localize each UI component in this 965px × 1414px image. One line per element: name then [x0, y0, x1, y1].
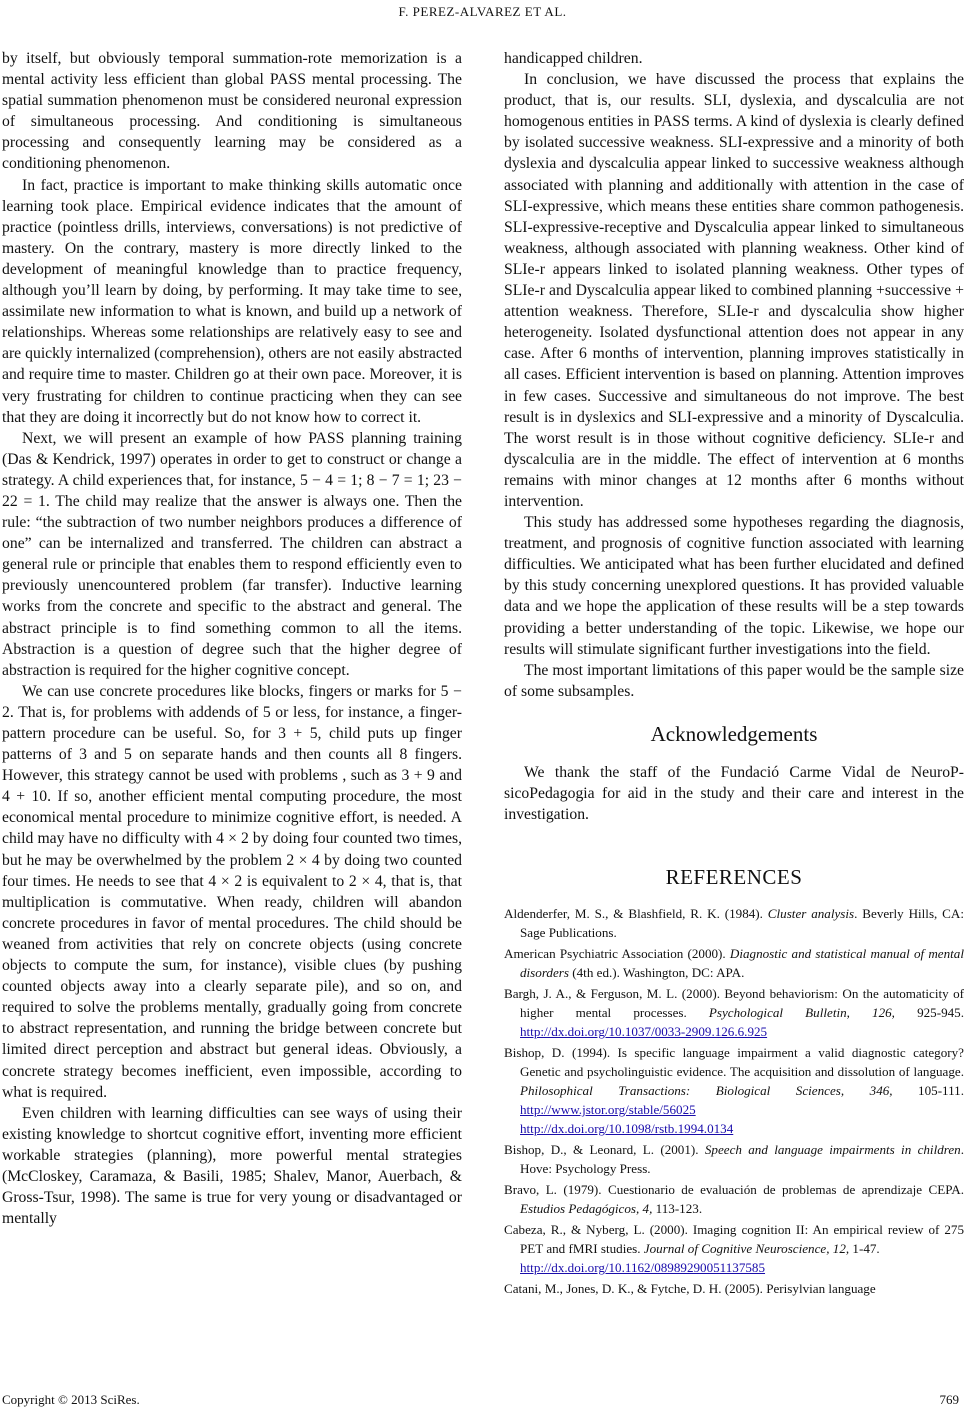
reference-entry: Aldenderfer, M. S., & Blashfield, R. K. (1984). Cluster analysis. Beverly Hills, CA: Sage Publications. — [504, 906, 964, 941]
reference-entry: Bargh, J. A., & Ferguson, M. L. (2000). Beyond behaviorism: On the automaticity of higher mental processes. Psychological Bulletin, 126, 925-945. http://dx.doi.org/10.1037/0033-2909.126.6.925 — [504, 986, 964, 1040]
right-column — [504, 48, 964, 1300]
running-head: F. PEREZ-ALVAREZ ET AL. — [398, 4, 567, 19]
body-paragraph: In fact, practice is important to make thinking skills automatic once learning took place. Empirical evidence indicates that the amount of practice (pointless drills, interviews, conversations) is not predictive of mastery. On the contrary, mastery is more directly linked to the development of meaningful knowledge than to practice frequency, although you’ll learn by doing, by performing. It may take time to see, assimilate new information to what is known, and build up a network of relationships. Whereas some relationships are relatively easy to see and are quickly internalized (comprehension), others are not easily abstracted and require time to master. Children go at their own pace. Moreover, it is very frustrating for children to continue practicing when they can see that they are doing it incorrectly but do not know how to correct it. — [2, 176, 462, 426]
body-paragraph: The most important limitations of this paper would be the sample size of some subsamples. — [504, 661, 964, 700]
body-paragraph: This study has addressed some hypotheses regarding the diagnosis, treatment, and prognosis of cognitive function associated with learning difficulties. We anticipated what has been further elucidated and defined by this study concerning unexplored questions. It has provided valuable data and we hope the application of these results will be a step towards providing a better understanding of the topic. Likewise, we hope our results will stimulate significant further investigations into the field. — [504, 514, 964, 658]
acknowledgements-paragraph: We thank the staff of the Fundació Carme Vidal de NeuroPsicoPedagogia for aid in the study and their care and interest in the investigation. — [504, 763, 964, 824]
left-column — [2, 48, 462, 1229]
reference-entry: Catani, M., Jones, D. K., & Fytche, D. H. (2005). Perisylvian language — [504, 1281, 876, 1297]
copyright-notice: Copyright © 2013 SciRes. — [2, 1392, 140, 1407]
reference-entry: American Psychiatric Association (2000). Diagnostic and statistical manual of mental disorders (4th ed.). Washington, DC: APA. — [504, 946, 964, 981]
body-paragraph: Next, we will present an example of how PASS planning training (Das & Kendrick, 1997) operates in order to get to construct or change a strategy. A child experiences that, for instance, 5 − 4 = 1; 8 − 7 = 1; 23 − 22 = 1. The child may realize that the answer is always one. Then the rule: “the subtraction of two number neighbors produces a difference of one” can be internalized and transferred. The children can abstract a general rule or principle that enables them to respond efficiently even to previously unencountered problem (far transfer). Inductive learning works from the concrete and specific to the abstract and general. The abstract principle is to find something common to all the items. Abstraction is a question of degree such that the higher degree of abstraction is required for the higher cognitive concept. — [2, 429, 462, 679]
page-number: 769 — [939, 1392, 959, 1407]
reference-entry: Bravo, L. (1979). Cuestionario de evaluación de problemas de aprendizaje CEPA. Estudios Pedagógicos, 4, 113-123. — [504, 1182, 964, 1217]
body-paragraph: We can use concrete procedures like blocks, fingers or marks for 5 − 2. That is, for problems with addends of 5 or less, for instance, a finger-pattern procedure can be useful. So, for 3 + 5, child puts up finger patterns of 3 and 5 on separate hands and then counts all 8 fingers. However, this strategy cannot be used with problems , such as 3 + 9 and 4 + 10. If so, another efficient mental computing procedure, the most economical mental procedure to minimize cognitive effort, is needed. A child may have no difficulty with 4 × 2 by doing four counted two times, but he may be overwhelmed by the problem 2 × 4 by doing two counted four times. He needs to see that 4 × 2 is equivalent to 2 × 4, that is, that multiplication is commutative. When ready, children will abandon concrete procedures in favor of mental procedures. The child should be weaned from activities that rely on concrete objects (using concrete objects to compute the sum, for instance), visible clues (by pushing counted objects away into a clearly separate pile), and so on, and required to solve the problems mentally, gradually going from concrete to abstract representation, and running the bridge between concrete but limited direct perception and abstract but general ideas. Obviously, a concrete strategy becomes inefficient, even impossible, according to what is required. — [2, 682, 462, 1101]
body-paragraph: by itself, but obviously temporal summation-rote memorization is a mental activity less efficient than global PASS mental processing. The spatial summation phenomenon must be considered neuronal expression of simultaneous processing. And conditioning is simultaneous processing and consequently learning may be considered as a conditioning phenomenon. — [2, 50, 462, 173]
references-heading: REFERENCES — [665, 865, 803, 890]
reference-list — [504, 904, 964, 1298]
body-paragraph: Even children with learning difficulties can see ways of using their existing knowledge to shortcut cognitive effort, inventing more efficient workable strategies (planning), more powerful mental strategies (McCloskey, Caramaza, & Basili, 1985; Shalev, Manor, Auerbach, & Gross-Tsur, 1998). The same is true for very young or disadvantaged or mentally — [2, 1104, 462, 1228]
body-paragraph: In conclusion, we have discussed the process that explains the product, that is, our results. SLI, dyslexia, and dyscalculia are not homogenous entities in PASS terms. A kind of dyslexia is clearly defined by isolated successive weakness. SLI-expressive and a minority of both dyslexia and dyscalculia appear linked to successive weakness although associated with planning and additionally with attention in the case of SLI-expressive, which means these entities share common pathogenesis. SLI-expressive-receptive and Dyscalculia appear linked to simultaneous weakness, although associated with planning weakness. Other kind of SLIe-r appears linked to isolated planning weakness. Other types of SLIe-r and Dyscalculia appear liked to combined planning +successive + attention weakness. Therefore, SLIe-r and dyscalculia show higher heterogeneity. Isolated dysfunctional attention does not appear in any case. After 6 months of intervention, planning improves statistically in all cases. Efficient intervention is based on planning. Attention improves in few cases. Successive and simultaneous do not improve. The best result is in dyslexics and SLI-expressive and a minority of Dyscalculia. The worst result is in those without cognitive deficiency. SLIe-r and dyscalculia are in the middle. The effect of intervention at 6 months remains with minor changes at 12 months after 6 months without intervention. — [504, 71, 964, 510]
body-paragraph: handicapped children. — [504, 50, 643, 67]
doi-link[interactable]: http://dx.doi.org/10.1098/rstb.1994.0134 — [520, 1121, 734, 1137]
jstor-link[interactable]: http://www.jstor.org/stable/56025 — [520, 1102, 696, 1118]
reference-entry: Cabeza, R., & Nyberg, L. (2000). Imaging cognition II: An empirical review of 275 PET and fMRI studies. Journal of Cognitive Neuroscience, 12, 1-47. http://dx.doi.org/10.1162/08989290051137585 — [504, 1222, 964, 1276]
acknowledgements-heading: Acknowledgements — [650, 721, 818, 746]
reference-entry: Bishop, D., & Leonard, L. (2001). Speech and language impairments in children. Hove: Psychology Press. — [504, 1142, 964, 1177]
doi-link[interactable]: http://dx.doi.org/10.1162/08989290051137585 — [520, 1260, 766, 1276]
doi-link[interactable]: http://dx.doi.org/10.1037/0033-2909.126.6.925 — [520, 1024, 768, 1040]
reference-entry: Bishop, D. (1994). Is specific language impairment a valid diagnostic category? Genetic and psycholinguistic evidence. The acquisition and dissolution of language. Philosophical Transactions: Biological Sciences, 346, 105-111. http://www.jstor.org/stable/56025 http://dx.doi.org/10.1098/rstb.1994.0134 — [504, 1045, 965, 1137]
